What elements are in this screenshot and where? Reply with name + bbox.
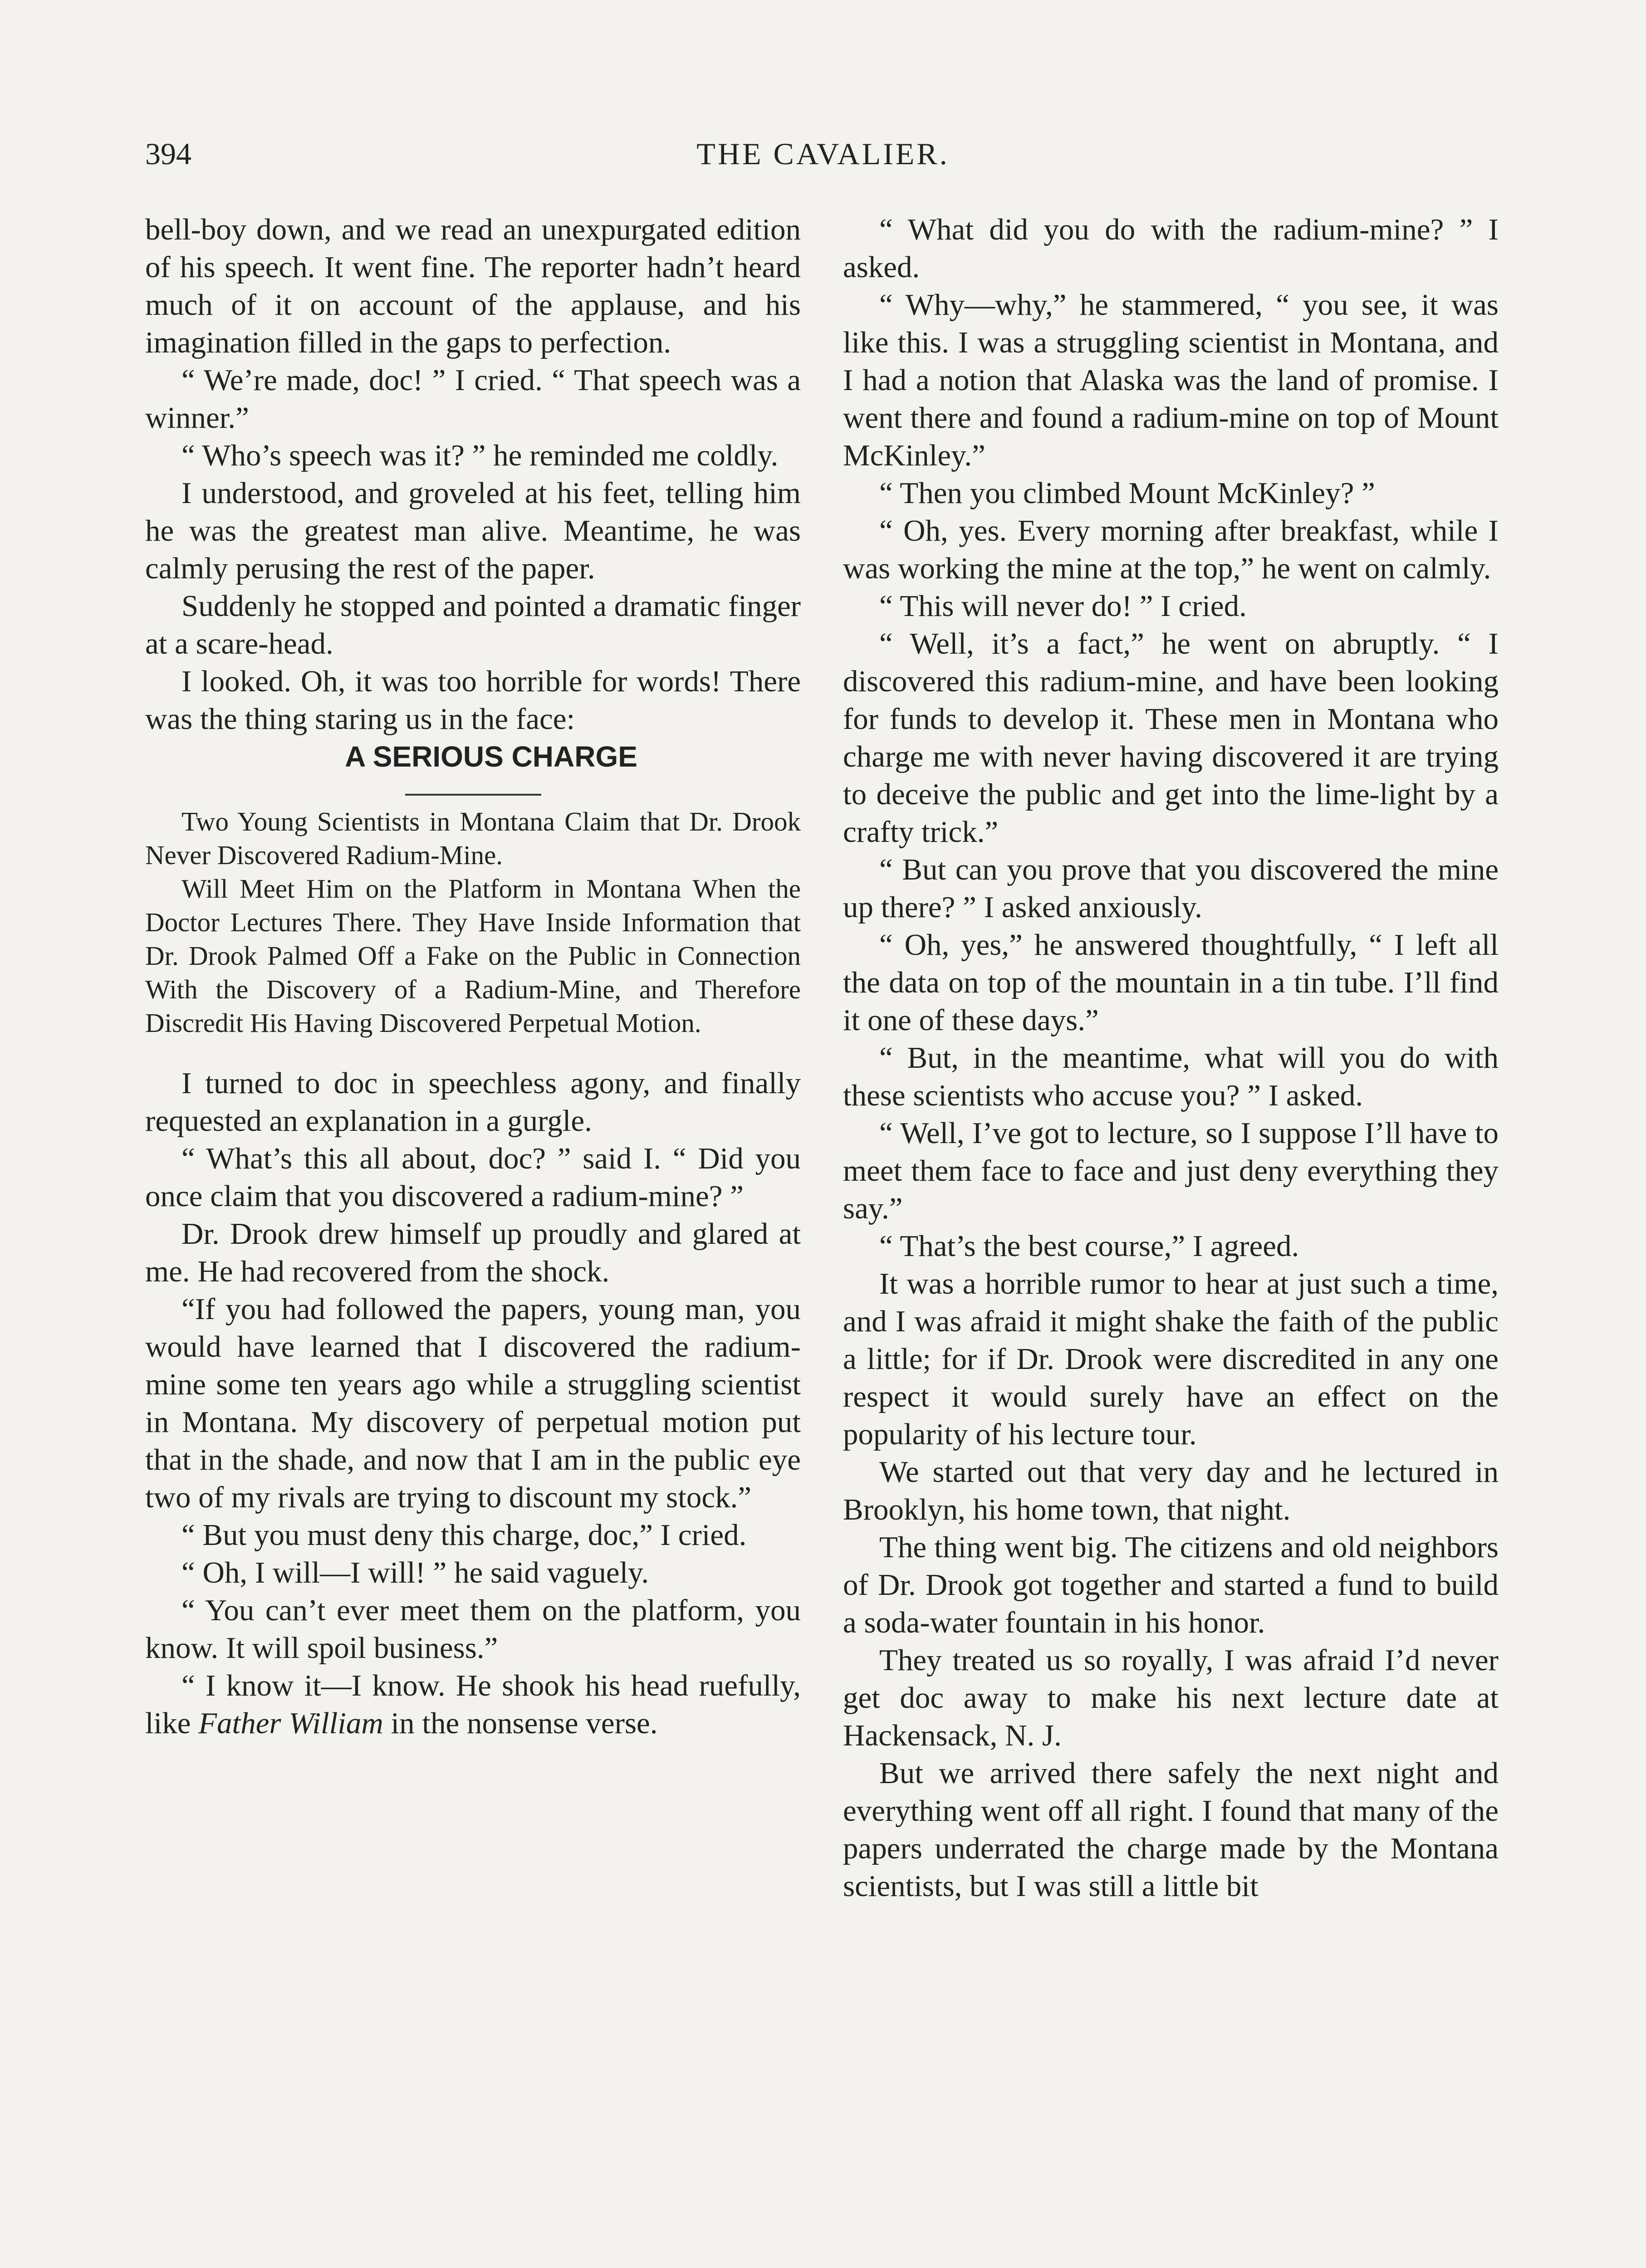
paragraph: The thing went big. The citizens and old neighbors of Dr. Drook got together and started a fund to build a soda-water fountain in his honor. — [843, 1530, 1499, 1639]
paragraph: “ Why—why,” he stammered, “ you see, it was like this. I was a struggling scientist in Montana, and I had a notion that Alaska was the land of promise. I went there and found a radium-mine on top of Mount McKinley.” — [843, 288, 1499, 472]
paragraph: “ What did you do with the radium-mine? ” I asked. — [843, 213, 1499, 284]
paragraph: “ We’re made, doc! ” I cried. “ That speech was a winner.” — [145, 363, 801, 435]
paragraph: “ Then you climbed Mount McKinley? ” — [879, 476, 1375, 510]
paragraph: “ Who’s speech was it? ” he reminded me coldly. — [181, 439, 779, 472]
paragraph: bell-boy down, and we read an unexpurgated edition of his speech. It went fine. The reporter hadn’t heard much of it on account of the applause, and his imagination filled in the gaps to perfection. — [145, 213, 801, 359]
paragraph: “ Oh, yes,” he answered thoughtfully, “ I left all the data on top of the mountain in a tin tube. I’ll find it one of these days.” — [843, 928, 1499, 1037]
paragraph: “ Oh, I will—I will! ” he said vaguely. — [181, 1556, 649, 1589]
paragraph: “ Well, it’s a fact,” he went on abruptly. “ I discovered this radium-mine, and have been looking for funds to develop it. These men in Montana who charge me with never having discovered it are trying to deceive the public and get into the lime-light by a crafty trick.” — [843, 627, 1499, 849]
clipping-paragraph: Two Young Scientists in Montana Claim that Dr. Drook Never Discovered Radium-Mine. — [145, 807, 801, 870]
paragraph — [145, 1667, 801, 1742]
paragraph: “ Well, I’ve got to lecture, so I suppose I’ll have to meet them face to face and just deny everything they say.” — [843, 1116, 1499, 1225]
paragraph: “ But you must deny this charge, doc,” I cried. — [181, 1518, 747, 1552]
paragraph: It was a horrible rumor to hear at just such a time, and I was afraid it might shake the faith of the public a little; for if Dr. Drook were discredited in any one respect it would surely have an effect on the popularity of his lecture tour. — [843, 1267, 1499, 1451]
paragraph: “ What’s this all about, doc? ” said I. “ Did you once claim that you discovered a radium-mine? ” — [145, 1142, 801, 1213]
paragraph: I looked. Oh, it was too horrible for words! There was the thing staring us in the face: — [145, 665, 801, 736]
paragraph: Suddenly he stopped and pointed a dramatic finger at a scare-head. — [145, 589, 801, 660]
paragraph: “ But can you prove that you discovered the mine up there? ” I asked anxiously. — [843, 853, 1499, 924]
paragraph-text: “ I know it—I know. He shook his head ruefully, like — [145, 1669, 801, 1740]
page-header — [145, 136, 1501, 177]
italic-name: Father William — [198, 1706, 383, 1740]
paragraph: “ You can’t ever meet them on the platform, you know. It will spoil business.” — [145, 1593, 801, 1665]
newspaper-clipping — [145, 738, 801, 1040]
paragraph: “ That’s the best course,” I agreed. — [879, 1229, 1299, 1263]
paragraph: I turned to doc in speechless agony, and finally requested an explanation in a gurgle. — [145, 1066, 801, 1138]
clipping-body — [145, 805, 801, 1040]
running-title: THE CAVALIER. — [696, 137, 950, 171]
paragraph: They treated us so royally, I was afraid I’d never get doc away to make his next lecture date at Hackensack, N. J. — [843, 1643, 1499, 1752]
paragraph: “ But, in the meantime, what will you do with these scientists who accuse you? ” I asked. — [843, 1041, 1499, 1112]
paragraph: We started out that very day and he lectured in Brooklyn, his home town, that night. — [843, 1455, 1499, 1526]
clipping-paragraph: Will Meet Him on the Platform in Montana When the Doctor Lectures There. They Have Inside Information that Dr. Drook Palmed Off a Fake on the Public in Connection With the Discovery of a Radium-Mine, and Therefore Discredit His Having Discovered Perpetual Motion. — [145, 874, 801, 1038]
paragraph: “ This will never do! ” I cried. — [879, 589, 1247, 623]
clipping-divider — [405, 794, 541, 796]
paragraph: Dr. Drook drew himself up proudly and glared at me. He had recovered from the shock. — [145, 1217, 801, 1288]
clipping-title: A SERIOUS CHARGE — [345, 740, 637, 773]
paragraph: I understood, and groveled at his feet, telling him he was the greatest man alive. Meantime, he was calmly perusing the rest of the paper. — [145, 476, 801, 585]
paragraph: But we arrived there safely the next night and everything went off all right. I found that many of the papers underrated the charge made by the Montana scientists, but I was still a little bit — [843, 1756, 1499, 1903]
page-number: 394 — [145, 137, 191, 171]
paragraph-text: in the nonsense verse. — [383, 1706, 658, 1740]
paragraph: “If you had followed the papers, young man, you would have learned that I discovered the radium-mine some ten years ago while a struggling scientist in Montana. My discovery of perpetual motion put that in the shade, and now that I am in the public eye two of my rivals are trying to discount my stock.” — [145, 1292, 801, 1514]
left-column — [145, 211, 801, 1742]
paragraph: “ Oh, yes. Every morning after breakfast, while I was working the mine at the top,” he went on calmly. — [843, 514, 1499, 585]
right-column — [843, 211, 1499, 1905]
